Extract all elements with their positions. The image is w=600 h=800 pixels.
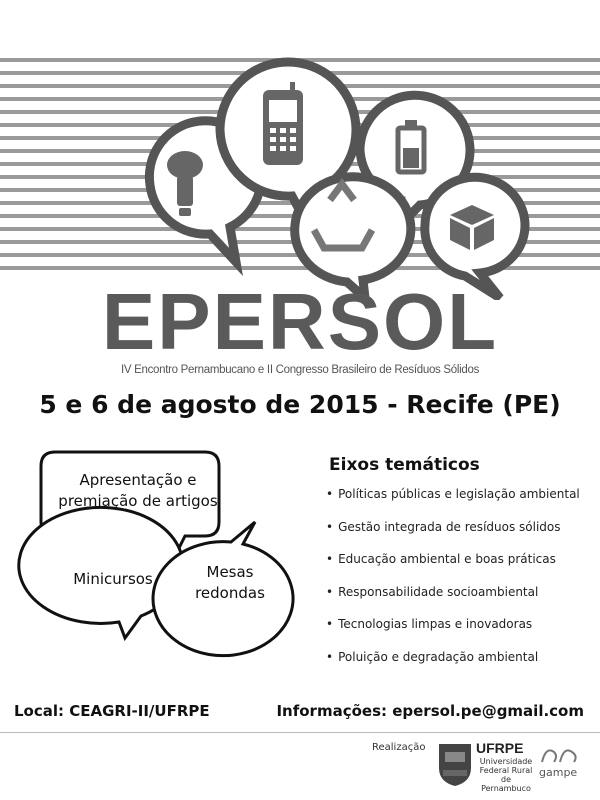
topic-item	[326, 552, 580, 585]
gampe-logo-icon	[538, 742, 582, 766]
event-location: Local: CEAGRI-II/UFRPE	[14, 702, 210, 720]
footer-divider	[0, 732, 600, 733]
bullet-icon: •	[326, 519, 334, 534]
bullet-icon: •	[326, 649, 334, 664]
topics-title: Eixos temáticos	[329, 455, 480, 475]
event-date-location: 5 e 6 de agosto de 2015 - Recife (PE)	[39, 390, 561, 419]
topic-label: Responsabilidade socioambiental	[338, 584, 539, 599]
minicursos-label: Minicursos	[73, 570, 153, 588]
bullet-icon: •	[326, 552, 334, 566]
ufrpe-crest-icon	[437, 740, 473, 788]
bullet-icon: •	[326, 617, 334, 631]
bullet-icon: •	[326, 584, 334, 599]
topic-item	[326, 520, 580, 553]
topic-item	[326, 585, 580, 618]
organizer-label: Realização	[372, 742, 426, 753]
topic-label: Políticas públicas e legislação ambiental	[338, 487, 580, 501]
ufrpe-sub-line: Federal Rural	[479, 766, 533, 775]
ufrpe-sub-line: Universidade	[479, 757, 533, 766]
topic-item	[326, 487, 580, 520]
ufrpe-logo-name: UFRPE	[476, 740, 524, 756]
icon-bubbles	[0, 0, 600, 300]
event-subtitle: IV Encontro Pernambucano e II Congresso Brasileiro de Resíduos Sólidos	[120, 364, 480, 376]
topic-item	[326, 650, 580, 683]
mesas-line-2: redondas	[195, 584, 265, 602]
articles-bubble-text	[48, 470, 228, 512]
topic-label: Tecnologias limpas e inovadoras	[338, 617, 533, 631]
topics-list	[326, 487, 580, 682]
ufrpe-logo-subtitle	[475, 757, 537, 793]
topic-label: Educação ambiental e boas práticas	[338, 552, 556, 566]
topic-item	[326, 617, 580, 650]
mesas-label	[165, 562, 295, 604]
gampe-logo-name: gampe	[539, 766, 578, 779]
articles-line-2: premiação de artigos	[58, 492, 218, 510]
bullet-icon: •	[326, 487, 334, 501]
contact-info: Informações: epersol.pe@gmail.com	[276, 702, 584, 720]
mesas-line-1: Mesas	[206, 563, 254, 581]
topic-label: Gestão integrada de resíduos sólidos	[338, 519, 561, 534]
articles-line-1: Apresentação e	[79, 471, 197, 489]
ufrpe-sub-line: de Pernambuco	[481, 775, 531, 793]
event-title: EPERSOL	[101, 277, 499, 366]
topic-label: Poluição e degradação ambiental	[338, 649, 539, 664]
